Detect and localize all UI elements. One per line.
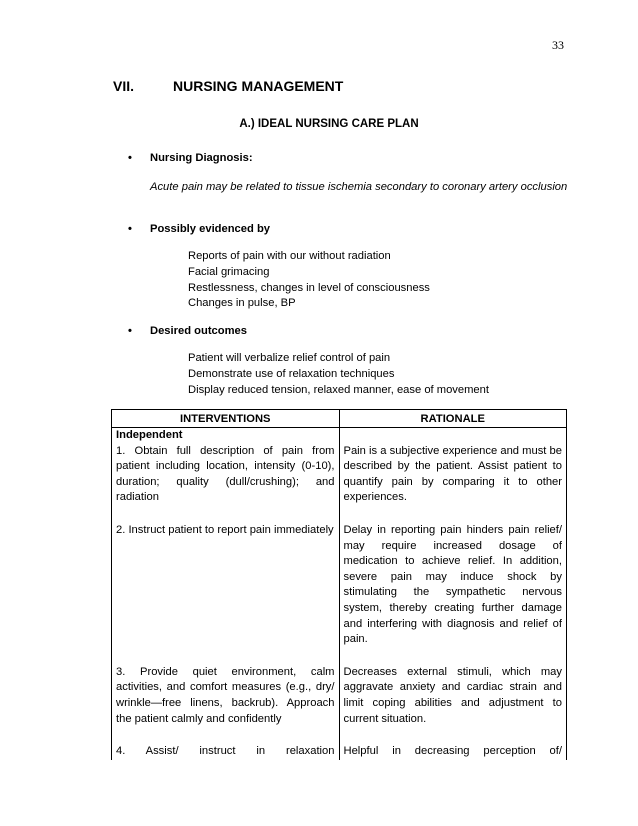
- rationale-header: RATIONALE: [339, 410, 567, 428]
- table-header-row: [112, 410, 567, 428]
- evidenced-by-label: Possibly evidenced by: [150, 223, 271, 235]
- bullet-icon: •: [128, 325, 132, 337]
- intervention-text: 1. Obtain full description of pain from patient including location, intensity (0-10), duration; quality (dull/crushing); and radiation: [116, 444, 335, 504]
- evidenced-by-list: [128, 249, 568, 312]
- list-item: Patient will verbalize relief control of pain: [188, 352, 391, 364]
- intervention-cell: 3. Provide quiet environment, calm activities, and comfort measures (e.g., dry/ wrinkle—free linens, backrub). Approach the patient calmly and confidently: [112, 665, 340, 727]
- rationale-cell: Delay in reporting pain hinders pain relief/ may require increased dosage of medication to achieve relief. In addition, severe pain may induce shock by stimulating the sympathetic nervous system, thereby creating further damage and interfering with diagnosis and relief of pain.: [339, 523, 567, 648]
- desired-outcomes-section: [128, 325, 568, 398]
- desired-outcomes-list: [128, 351, 568, 398]
- care-plan-table: [111, 409, 567, 760]
- care-plan-subheading: A.) IDEAL NURSING CARE PLAN: [239, 118, 419, 130]
- nursing-diagnosis-label: Nursing Diagnosis:: [150, 152, 253, 164]
- section-title: NURSING MANAGEMENT: [173, 78, 344, 94]
- rationale-cell: Decreases external stimuli, which may aggravate anxiety and cardiac strain and limit coping abilities and adjustment to current situation.: [339, 665, 567, 727]
- table-row: [112, 744, 567, 760]
- table-row: [112, 523, 567, 648]
- nursing-diagnosis-text: Acute pain may be related to tissue ischemia secondary to coronary artery occlusion: [150, 181, 568, 193]
- nursing-diagnosis-section: [128, 152, 568, 195]
- interventions-header: INTERVENTIONS: [112, 410, 340, 428]
- list-item: Changes in pulse, BP: [188, 297, 296, 310]
- list-item: Facial grimacing: [188, 265, 270, 278]
- intervention-cell: [112, 428, 340, 506]
- rationale-cell: Helpful in decreasing perception of/: [339, 744, 567, 760]
- evidenced-by-section: [128, 223, 568, 312]
- intervention-cell: 4. Assist/ instruct in relaxation: [112, 744, 340, 760]
- section-heading: [113, 78, 343, 94]
- list-item: Demonstrate use of relaxation techniques: [188, 367, 395, 380]
- list-item: Display reduced tension, relaxed manner, ease of movement: [188, 383, 489, 396]
- table-row: [112, 428, 567, 506]
- independent-label: Independent: [116, 429, 183, 441]
- bullet-icon: •: [128, 152, 132, 164]
- rationale-cell: [339, 428, 567, 506]
- intervention-cell: 2. Instruct patient to report pain immediately: [112, 523, 340, 648]
- table-row: [112, 665, 567, 727]
- list-item: Reports of pain with our without radiation: [188, 250, 391, 262]
- desired-outcomes-label: Desired outcomes: [150, 325, 247, 337]
- bullet-icon: •: [128, 223, 132, 235]
- rationale-text: Pain is a subjective experience and must be described by the patient. Assist patient to quantify pain by comparing it to other experiences.: [343, 444, 562, 504]
- section-number: VII.: [113, 78, 135, 94]
- list-item: Restlessness, changes in level of consciousness: [188, 281, 430, 294]
- page-number: 33: [552, 38, 564, 52]
